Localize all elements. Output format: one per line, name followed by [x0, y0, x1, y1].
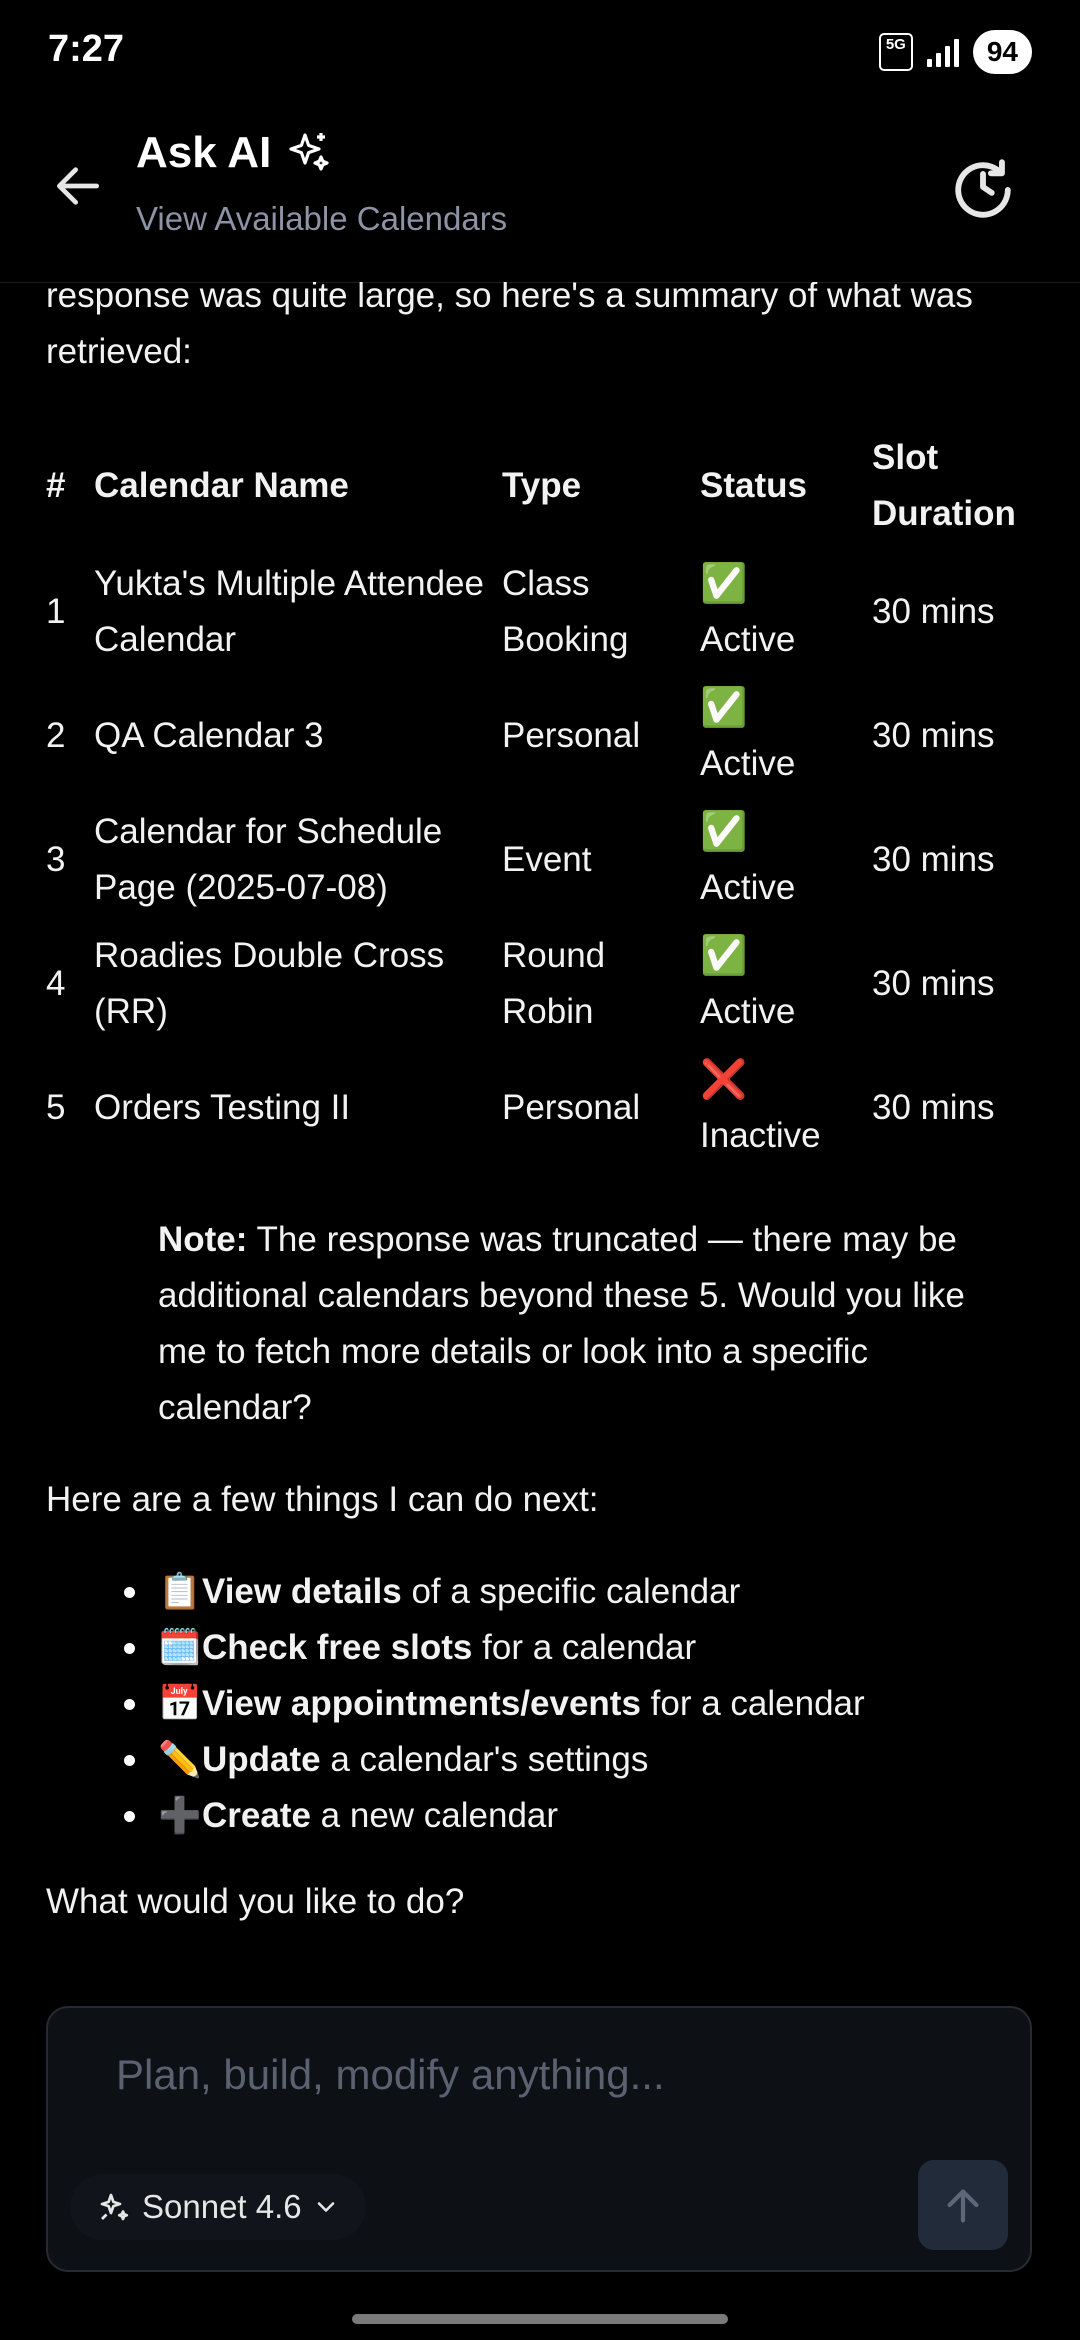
note-blockquote	[158, 1212, 978, 1436]
calendar-status	[700, 798, 872, 922]
slot-duration: 30 mins	[872, 964, 995, 1003]
table-row	[46, 550, 1060, 674]
calendar-status	[700, 674, 872, 798]
message-composer	[46, 2006, 1032, 2272]
slot-duration: 30 mins	[872, 840, 995, 879]
header-calendar-name: Calendar Name	[94, 466, 349, 505]
status-bar	[0, 0, 1080, 100]
model-name: Sonnet 4.6	[142, 2188, 302, 2225]
slot-duration: 30 mins	[872, 1088, 995, 1127]
status-time: 7:27	[48, 28, 125, 70]
calendar-status	[700, 1046, 872, 1170]
header-number: #	[46, 466, 66, 505]
calendar-icon: 📅	[158, 1684, 202, 1723]
history-icon[interactable]	[948, 152, 1018, 222]
title-row	[136, 128, 333, 178]
calendar-name: Orders Testing II	[94, 1088, 351, 1127]
closing-question: What would you like to do?	[46, 1882, 465, 1921]
action-rest: for a calendar	[472, 1628, 697, 1667]
status-text: Active	[700, 992, 796, 1031]
row-number: 5	[46, 1088, 66, 1127]
clipboard-icon: 📋	[158, 1572, 202, 1611]
cross-mark-icon: ❌	[700, 1059, 748, 1101]
page-title: Ask AI	[136, 128, 272, 177]
action-bold: View appointments/events	[202, 1684, 641, 1723]
arrow-up-icon	[940, 2182, 986, 2228]
calendars-table	[46, 422, 1060, 1170]
slot-duration: 30 mins	[872, 716, 995, 755]
row-number: 4	[46, 964, 66, 1003]
sparkle-icon	[96, 2189, 132, 2225]
list-item	[158, 1732, 1058, 1788]
chevron-down-icon	[312, 2193, 340, 2221]
table-row	[46, 1046, 1060, 1170]
prompt-input[interactable]	[114, 2050, 898, 2100]
table-row	[46, 674, 1060, 798]
action-bold: Update	[202, 1740, 321, 1779]
status-text: Active	[700, 868, 796, 907]
calendar-name: Roadies Double Cross (RR)	[94, 936, 445, 1031]
action-bold: View details	[202, 1572, 402, 1611]
action-rest: a calendar's settings	[320, 1740, 649, 1779]
next-steps-intro: Here are a few things I can do next:	[46, 1480, 599, 1519]
action-rest: of a specific calendar	[401, 1572, 741, 1611]
calendar-type: Round Robin	[502, 936, 606, 1031]
list-item	[158, 1564, 1058, 1620]
action-bold: Check free slots	[202, 1628, 473, 1667]
check-mark-icon: ✅	[700, 687, 748, 729]
page-subtitle: View Available Calendars	[136, 200, 508, 237]
network-5g-icon: 5G	[879, 33, 913, 71]
check-mark-icon: ✅	[700, 811, 748, 853]
sparkle-icon	[285, 129, 333, 177]
table-row	[46, 922, 1060, 1046]
signal-icon	[927, 37, 959, 67]
check-mark-icon: ✅	[700, 563, 748, 605]
calendar-status	[700, 550, 872, 674]
row-number: 2	[46, 716, 66, 755]
status-text: Active	[700, 620, 796, 659]
calendar-name: QA Calendar 3	[94, 716, 324, 755]
next-steps-list	[158, 1564, 1058, 1844]
header-status: Status	[700, 466, 807, 505]
send-button[interactable]	[918, 2160, 1008, 2250]
plus-icon: ➕	[158, 1796, 202, 1835]
slot-duration: 30 mins	[872, 592, 995, 631]
model-selector[interactable]	[70, 2174, 366, 2240]
check-mark-icon: ✅	[700, 935, 748, 977]
battery-icon: 94	[973, 30, 1032, 74]
note-label: Note:	[158, 1220, 248, 1259]
spiral-calendar-icon: 🗓️	[158, 1628, 202, 1667]
status-text: Active	[700, 744, 796, 783]
table-header-row	[46, 422, 1060, 550]
calendar-type: Personal	[502, 1088, 641, 1127]
table-row	[46, 798, 1060, 922]
calendar-type: Event	[502, 840, 592, 879]
status-icons	[879, 30, 1032, 74]
action-rest: a new calendar	[310, 1796, 559, 1835]
calendar-type: Class Booking	[502, 564, 629, 659]
list-item	[158, 1788, 1058, 1844]
pencil-icon: ✏️	[158, 1740, 202, 1779]
status-text: Inactive	[700, 1116, 821, 1155]
calendar-type: Personal	[502, 716, 641, 755]
list-item	[158, 1620, 1058, 1676]
row-number: 1	[46, 592, 66, 631]
back-arrow-icon[interactable]	[50, 158, 106, 214]
app-header	[0, 100, 1080, 283]
row-number: 3	[46, 840, 66, 879]
calendar-name: Calendar for Schedule Page (2025-07-08)	[94, 812, 443, 907]
note-text: The response was truncated — there may be additional calendars beyond these 5. Would you like me to fetch more details or look into a specific calendar?	[158, 1220, 965, 1427]
list-item	[158, 1676, 1058, 1732]
home-indicator[interactable]	[352, 2314, 728, 2324]
chat-content	[0, 282, 1080, 1982]
message-intro: response was quite large, so here's a summary of what was retrieved:	[46, 282, 973, 371]
calendar-status	[700, 922, 872, 1046]
action-rest: for a calendar	[640, 1684, 865, 1723]
header-slot-duration: Slot Duration	[872, 438, 1016, 533]
header-type: Type	[502, 466, 582, 505]
action-bold: Create	[202, 1796, 311, 1835]
calendar-name: Yukta's Multiple Attendee Calendar	[94, 564, 484, 659]
